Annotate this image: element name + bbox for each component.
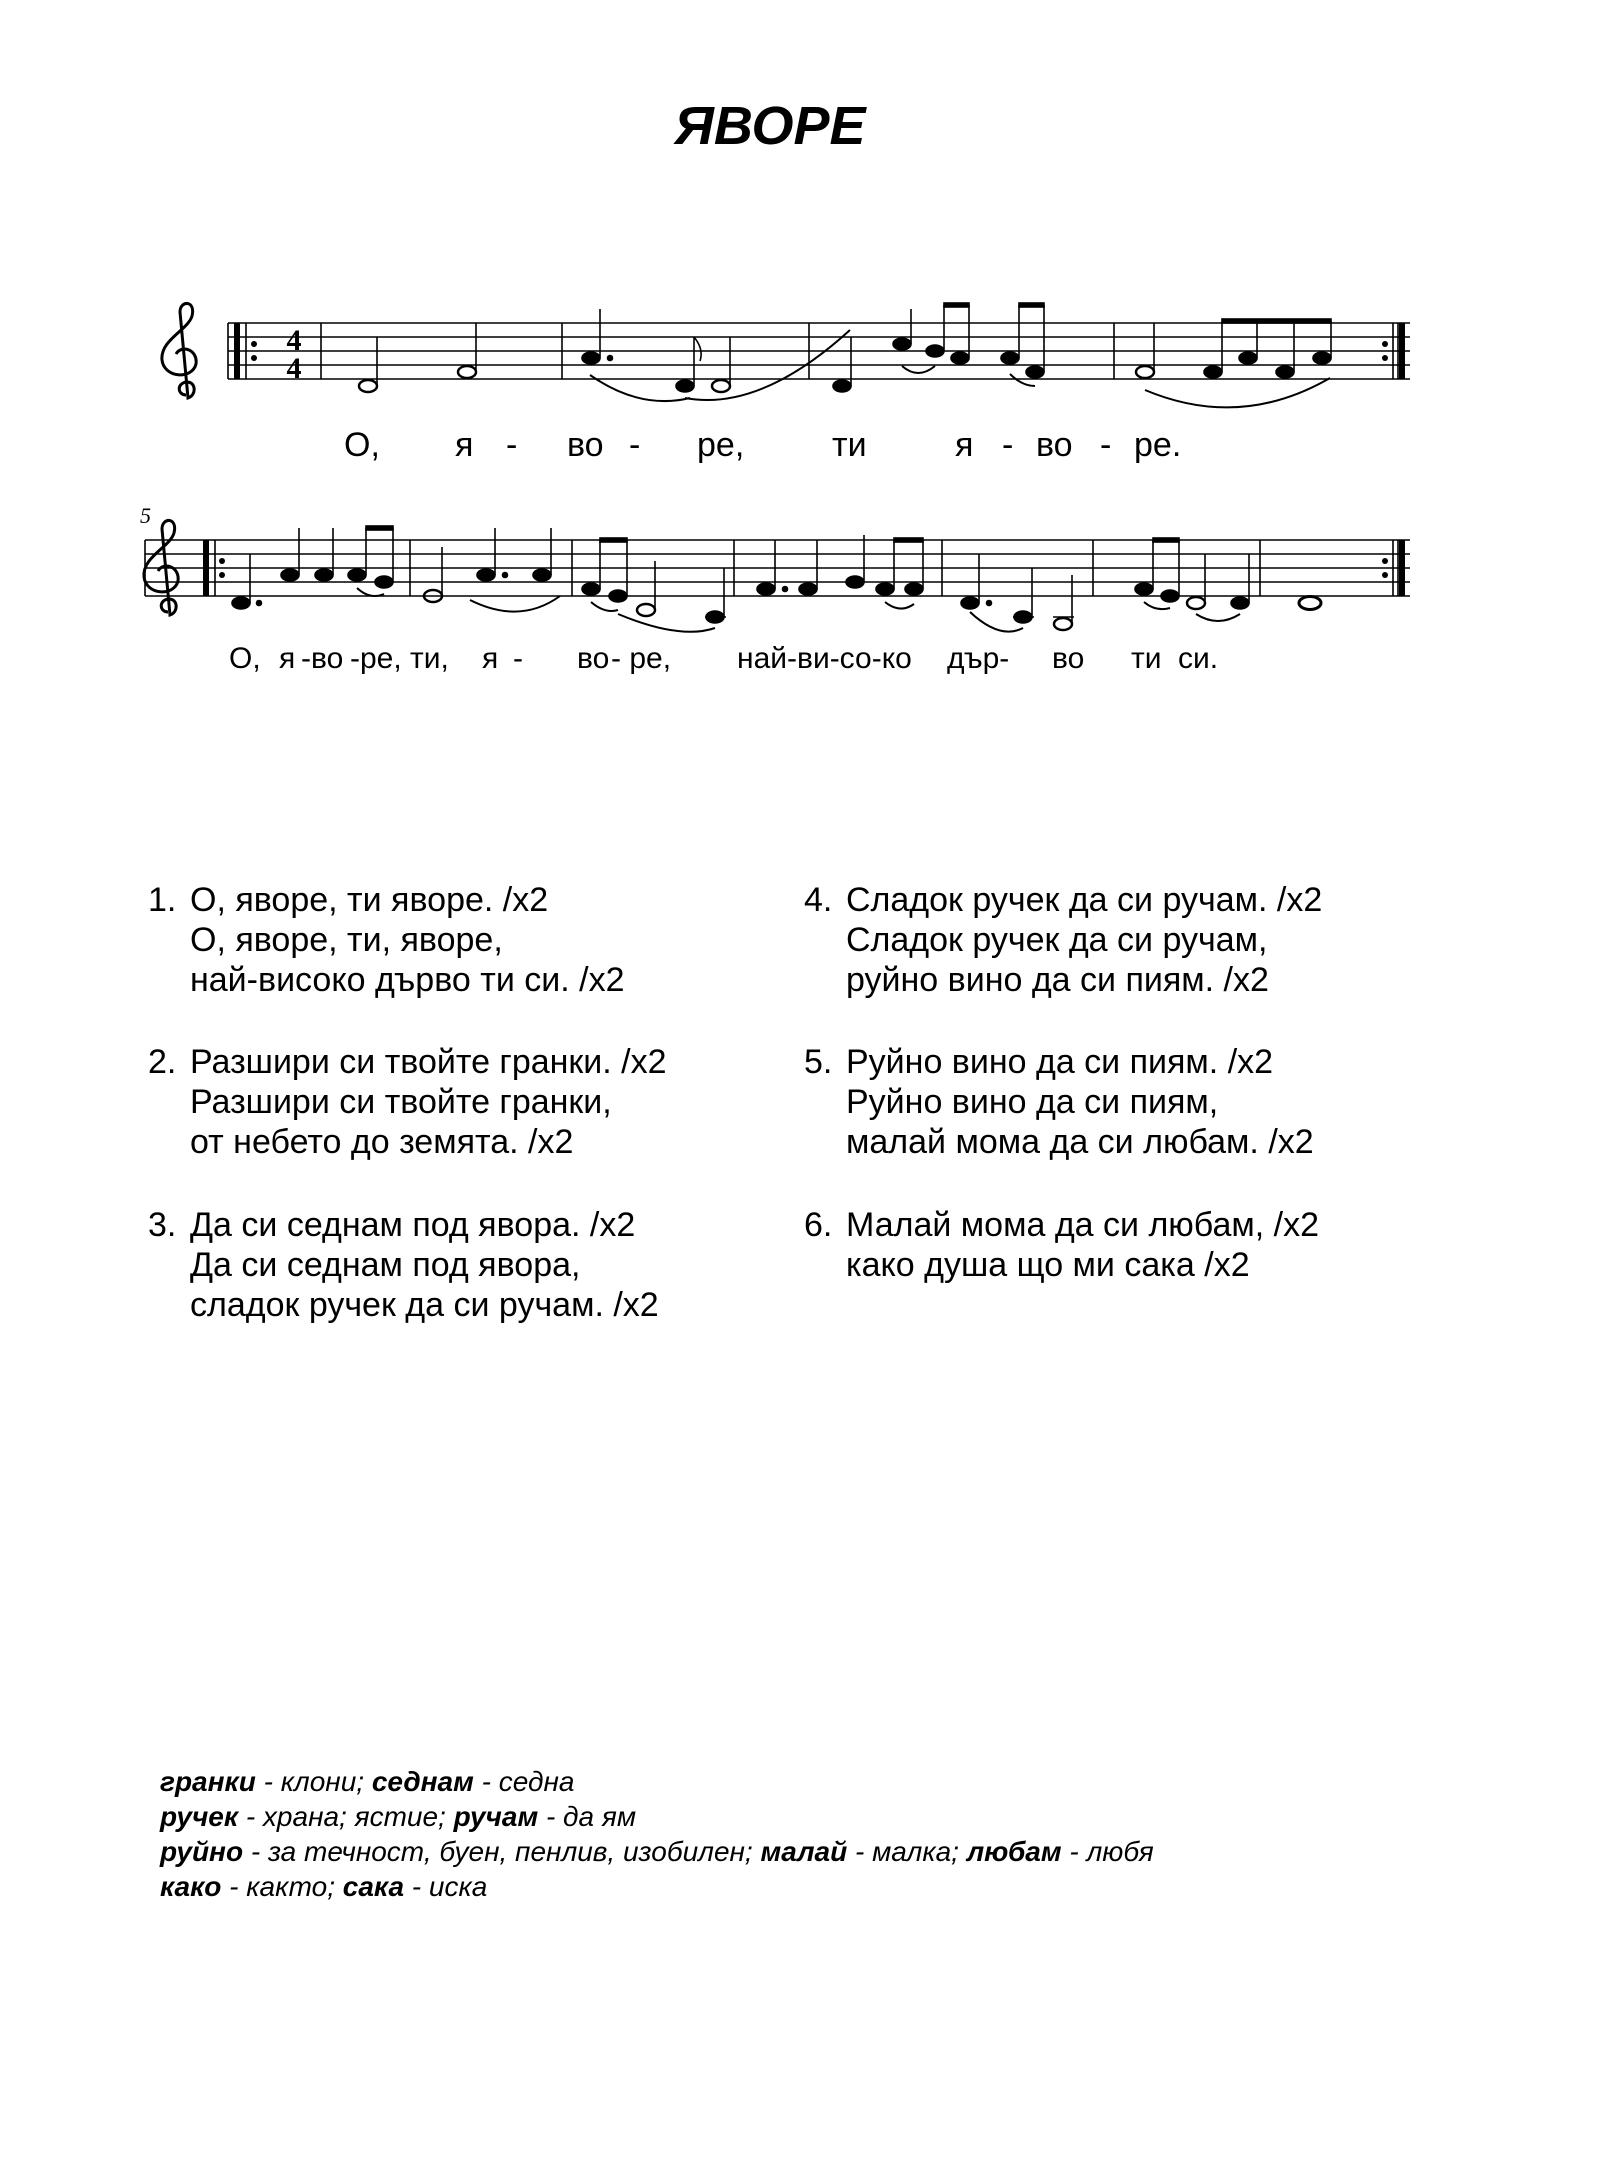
lyric-syllable: -во	[301, 642, 344, 675]
verse-number: 5.	[804, 1043, 833, 1081]
glossary-term: како	[160, 1871, 222, 1902]
verse-line: малай мома да си любам. /x2	[846, 1123, 1314, 1161]
glossary-definition: - седна	[473, 1766, 575, 1797]
verse-line: от небето до земята. /x2	[190, 1123, 574, 1161]
verse-5	[804, 1042, 1314, 1162]
lyric-syllable: во	[1036, 426, 1073, 464]
glossary-definition: - да ям	[538, 1801, 637, 1832]
verse-line: най-високо дърво ти си. /x2	[190, 961, 625, 999]
verse-line: О, яворе, ти, яворе,	[190, 921, 503, 959]
glossary-definition: - иска	[404, 1871, 488, 1902]
lyric-syllable: -ре,	[350, 642, 402, 675]
glossary	[160, 1764, 1154, 1904]
verse-line: Руйно вино да си пиям,	[846, 1083, 1219, 1121]
lyric-syllable: я	[455, 426, 474, 464]
lyric-syllable: я	[279, 642, 296, 675]
verse-line: Да си седнам под явора,	[190, 1246, 581, 1284]
glossary-row	[160, 1869, 1154, 1904]
lyric-syllable: дър-	[947, 642, 1010, 675]
song-title: ЯВОРЕ	[674, 96, 866, 156]
verse-line: О, яворе, ти яворе. /x2	[190, 881, 549, 919]
lyric-syllable: си.	[1178, 642, 1219, 675]
lyric-syllable: во	[577, 642, 610, 675]
glossary-term: любам	[966, 1836, 1062, 1867]
lyric-syllable: ти	[1131, 642, 1162, 675]
lyric-hyphen: -	[629, 426, 641, 464]
glossary-row	[160, 1764, 1154, 1799]
verse-number: 6.	[804, 1206, 833, 1244]
lyric-hyphen: -	[1100, 426, 1112, 464]
staff-system-2	[145, 540, 1410, 596]
lyric-hyphen: -	[1002, 426, 1014, 464]
verse-line: Малай мома да си любам, /x2	[846, 1206, 1320, 1244]
lyric-hyphen: -	[513, 642, 523, 675]
lyric-syllable: во	[567, 426, 604, 464]
lyric-syllable: ти	[832, 426, 867, 464]
verse-line: сладок ручек да си ручам. /x2	[190, 1286, 659, 1324]
glossary-term: седнам	[371, 1766, 474, 1797]
verse-line: Да си седнам под явора. /x2	[190, 1206, 636, 1244]
verse-number: 4.	[804, 881, 833, 919]
verse-line: Сладок ручек да си ручам. /x2	[846, 881, 1323, 919]
glossary-term: сака	[342, 1871, 405, 1902]
verse-line: Разшири си твойте гранки. /x2	[190, 1043, 667, 1081]
glossary-row	[160, 1834, 1154, 1869]
lyric-syllable: ре,	[697, 426, 745, 464]
glossary-term: гранки	[160, 1766, 256, 1797]
verse-line: руйно вино да си пиям. /x2	[846, 961, 1269, 999]
glossary-definition: - за течност, буен, пенлив, изобилен;	[243, 1836, 761, 1867]
notes-system-2	[232, 526, 1321, 630]
lyric-syllable: ти,	[410, 642, 449, 675]
glossary-definition: - както;	[221, 1871, 343, 1902]
lyric-syllable: я	[482, 642, 499, 675]
lyric-syllable: О,	[229, 642, 261, 675]
verse-line: Разшири си твойте гранки,	[190, 1083, 612, 1121]
slurs-system-2	[357, 588, 1240, 632]
verse-number: 1.	[148, 881, 177, 919]
verse-3	[148, 1205, 659, 1325]
glossary-definition: - малка;	[847, 1836, 967, 1867]
verse-number: 2.	[148, 1043, 177, 1081]
verse-line: Сладок ручек да си ручам,	[846, 921, 1268, 959]
glossary-row	[160, 1799, 1154, 1834]
time-sig-top: 4	[286, 324, 302, 357]
lyric-syllable: - ре,	[611, 642, 672, 675]
lyric-syllable: О,	[344, 426, 380, 464]
glossary-definition: - храна; ястие;	[238, 1801, 454, 1832]
verse-6	[804, 1205, 1319, 1285]
measure-number: 5	[140, 503, 151, 528]
glossary-term: малай	[760, 1836, 848, 1867]
treble-clef-icon	[162, 303, 196, 398]
lyric-syllable: ре.	[1134, 426, 1182, 464]
glossary-definition: - любя	[1061, 1836, 1154, 1867]
verse-line: Руйно вино да си пиям. /x2	[846, 1043, 1274, 1081]
verse-line: како душа що ми сака /x2	[846, 1246, 1250, 1284]
music-score	[0, 0, 1620, 720]
lyric-syllable: во	[1052, 642, 1085, 675]
lyric-hyphen: -	[506, 426, 518, 464]
glossary-term: ручам	[453, 1801, 539, 1832]
lyric-syllable: най-ви-со-ко	[737, 642, 912, 675]
verse-number: 3.	[148, 1206, 177, 1244]
verse-4	[804, 880, 1322, 1000]
lyric-syllable: я	[955, 426, 974, 464]
verse-2	[148, 1042, 667, 1162]
glossary-term: ручек	[160, 1801, 239, 1832]
glossary-term: руйно	[160, 1836, 244, 1867]
verse-1	[148, 880, 625, 1000]
glossary-definition: - клони;	[255, 1766, 372, 1797]
time-sig-bottom: 4	[286, 352, 302, 385]
staff-system-1	[228, 323, 1410, 379]
